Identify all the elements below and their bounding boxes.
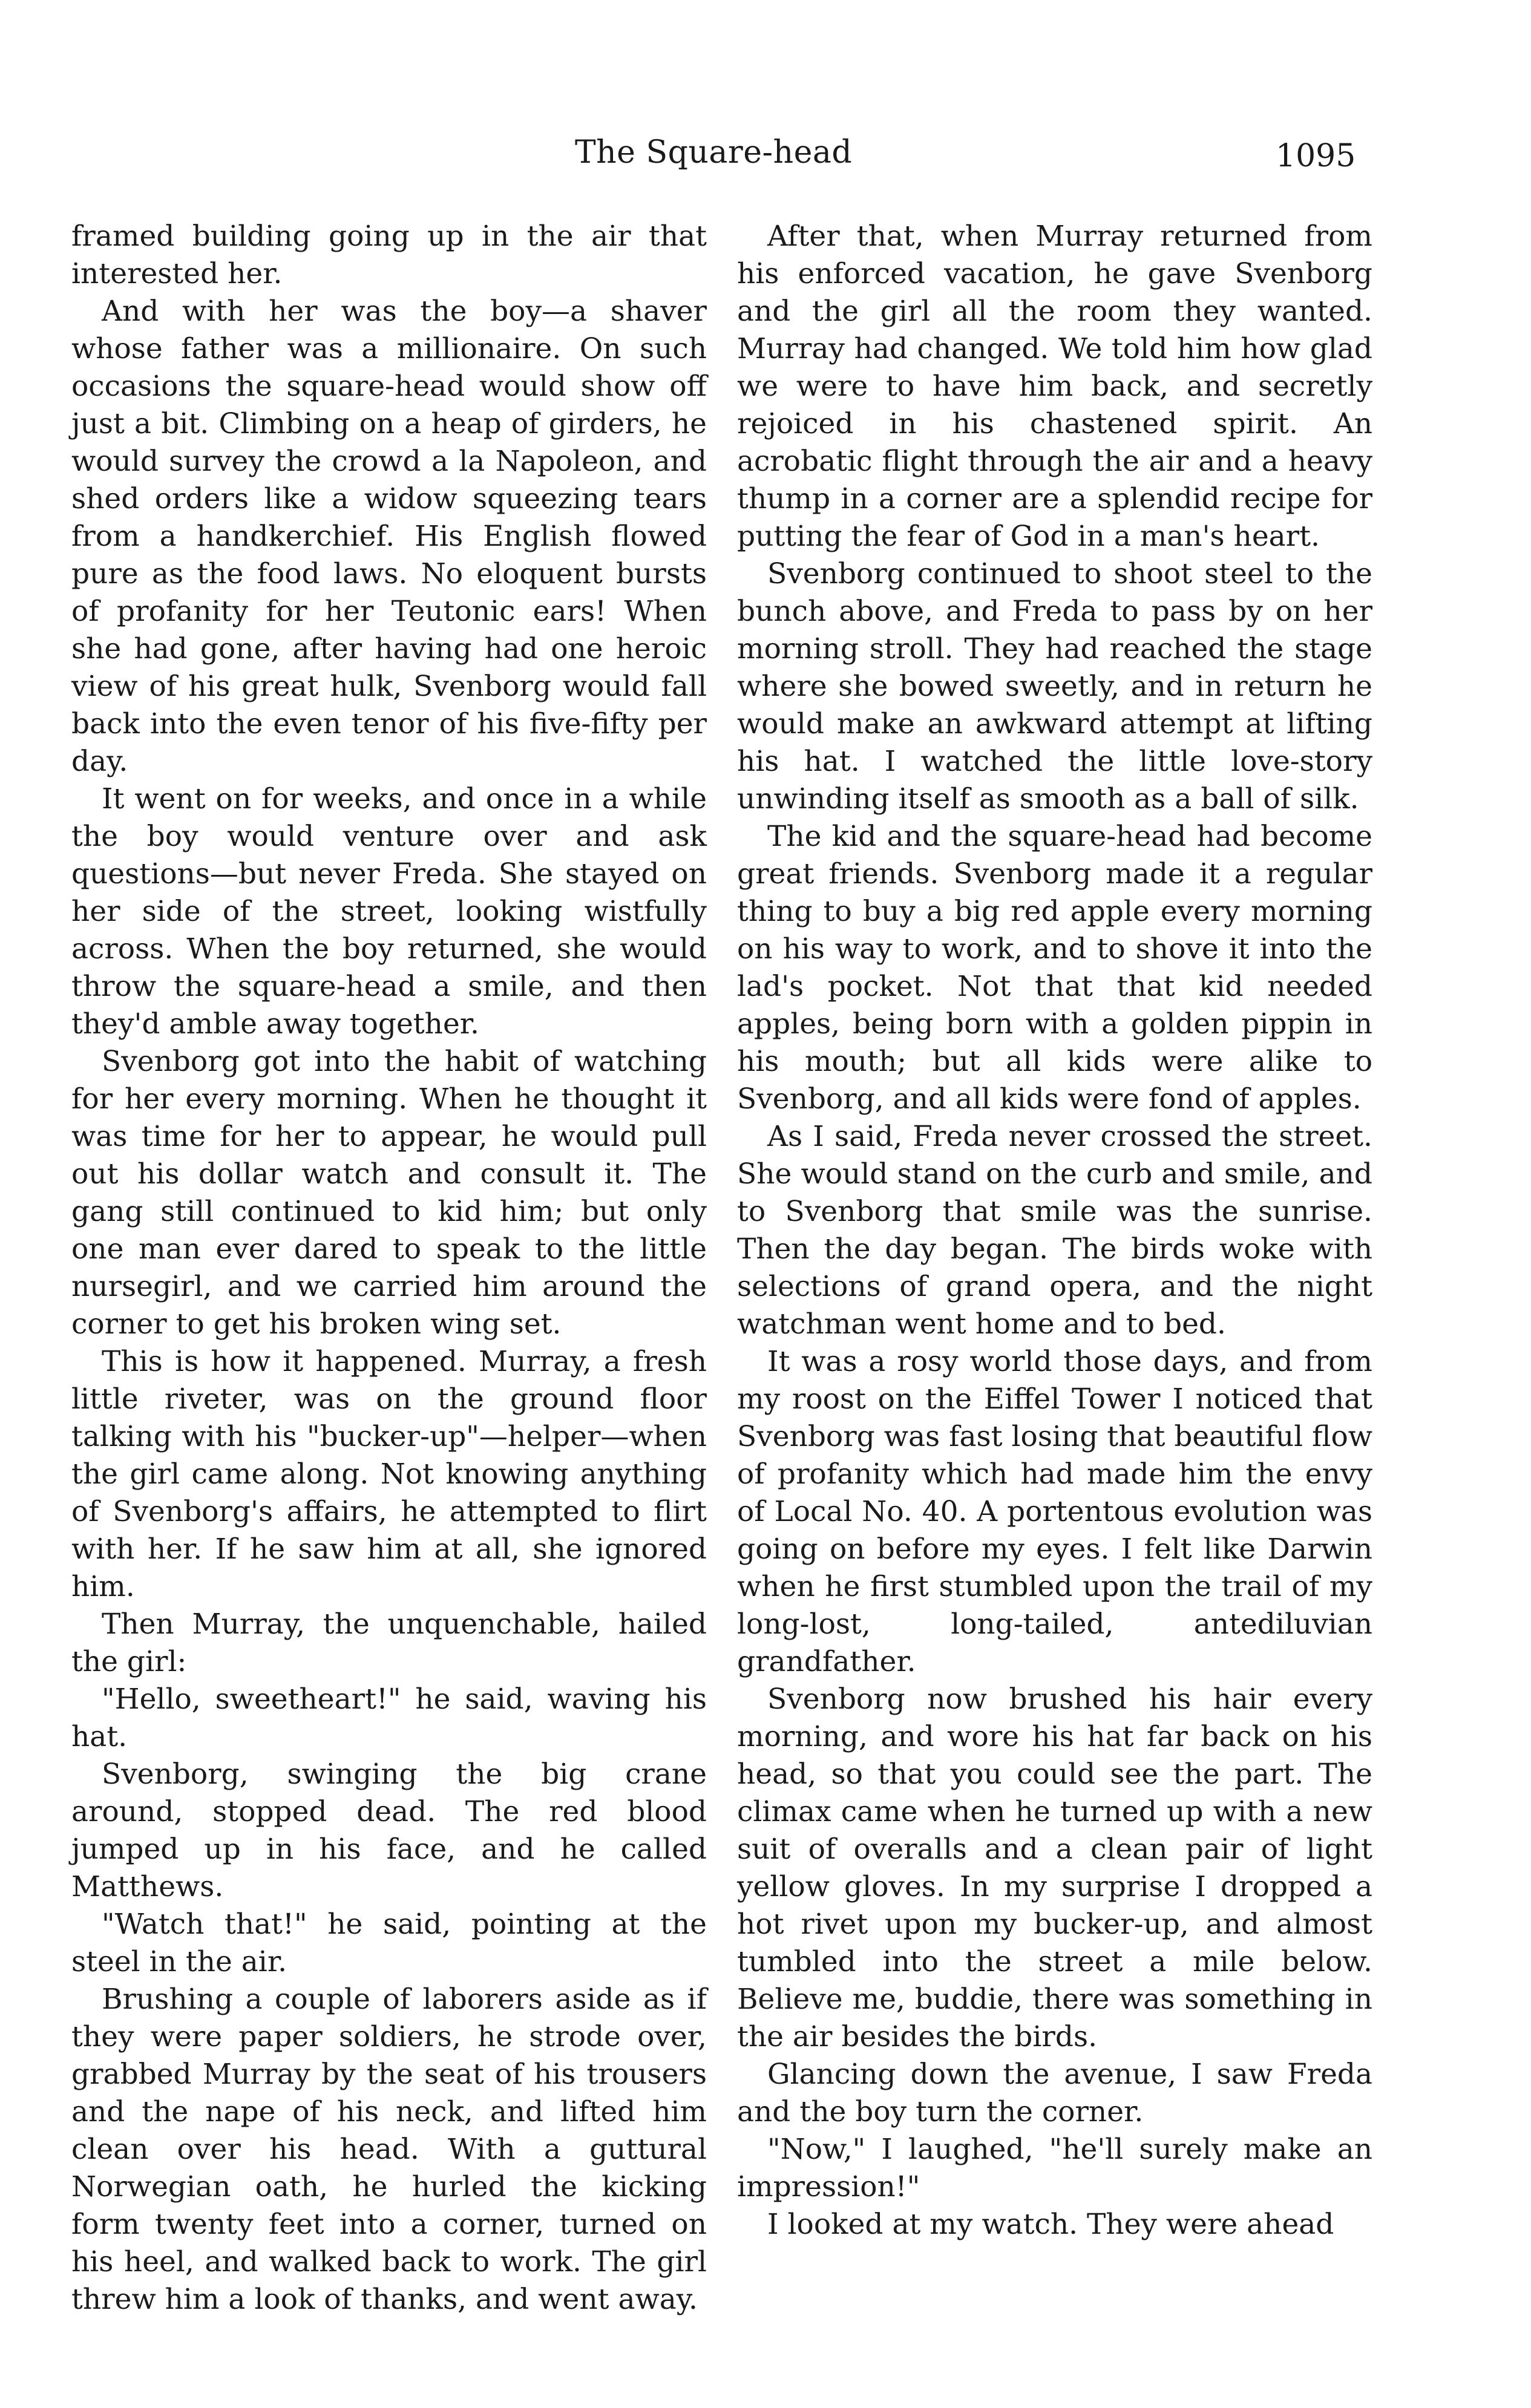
running-title: The Square-head — [575, 134, 853, 171]
right-column — [737, 218, 1372, 2243]
paragraph: "Watch that!" he said, pointing at the steel in the air. — [71, 1908, 707, 1978]
paragraph: "Hello, sweetheart!" he said, waving his hat. — [71, 1683, 707, 1753]
paragraph: Then Murray, the unquenchable, hailed the girl: — [71, 1608, 707, 1678]
page-header — [0, 134, 1531, 183]
paragraph: Glancing down the avenue, I saw Freda and the boy turn the corner. — [737, 2058, 1372, 2128]
paragraph: As I said, Freda never crossed the street. She would stand on the curb and smile, and to Svenborg that smile was the sunrise. Then the day began. The birds woke with selections of grand opera, and the night watchman went home and to bed. — [737, 1120, 1372, 1341]
paragraph: And with her was the boy—a shaver whose father was a millionaire. On such occasions the square-head would show off just a bit. Climbing on a heap of girders, he would survey the crowd a la Napoleon, and shed orders like a widow squeezing tears from a handkerchief. His English flowed pure as the food laws. No eloquent bursts of profanity for her Teutonic ears! When she had gone, after having had one heroic view of his great hulk, Svenborg would fall back into the even tenor of his five-fifty per day. — [71, 295, 707, 778]
paragraph: Svenborg got into the habit of watching for her every morning. When he thought it was time for her to appear, he would pull out his dollar watch and consult it. The gang still continued to kid him; but only one man ever dared to speak to the little nursegirl, and we carried him around the corner to get his broken wing set. — [71, 1045, 707, 1341]
paragraph: It went on for weeks, and once in a while the boy would venture over and ask questions—but never Freda. She stayed on her side of the street, looking wistfully across. When the boy returned, she would throw the square-head a smile, and then they'd amble away together. — [71, 782, 707, 1041]
paragraph: I looked at my watch. They were ahead — [767, 2208, 1334, 2241]
paragraph: This is how it happened. Murray, a fresh little riveter, was on the ground floor talking with his "bucker-up"—helper—when the girl came along. Not knowing anything of Svenborg's affairs, he attempted to flirt with her. If he saw him at all, she ignored him. — [71, 1345, 707, 1603]
left-column — [71, 218, 707, 2318]
page-number: 1095 — [1276, 138, 1356, 174]
paragraph: It was a rosy world those days, and from my roost on the Eiffel Tower I noticed that Svenborg was fast losing that beautiful flow of profanity which had made him the envy of Local No. 40. A portentous evolution was going on before my eyes. I felt like Darwin when he first stumbled upon the trail of my long-lost, long-tailed, antediluvian grandfather. — [737, 1345, 1372, 1678]
paragraph: Svenborg now brushed his hair every morning, and wore his hat far back on his head, so that you could see the part. The climax came when he turned up with a new suit of overalls and a clean pair of light yellow gloves. In my surprise I dropped a hot rivet upon my bucker-up, and almost tumbled into the street a mile below. Believe me, buddie, there was something in the air besides the birds. — [737, 1683, 1372, 2053]
paragraph: "Now," I laughed, "he'll surely make an impression!" — [737, 2133, 1372, 2204]
paragraph: After that, when Murray returned from his enforced vacation, he gave Svenborg and the girl all the room they wanted. Murray had changed. We told him how glad we were to have him back, and secretly rejoiced in his chastened spirit. An acrobatic flight through the air and a heavy thump in a corner are a splendid recipe for putting the fear of God in a man's heart. — [737, 220, 1372, 553]
paragraph: Svenborg continued to shoot steel to the bunch above, and Freda to pass by on her morning stroll. They had reached the stage where she bowed sweetly, and in return he would make an awkward attempt at lifting his hat. I watched the little love-story unwinding itself as smooth as a ball of silk. — [737, 557, 1372, 816]
paragraph: Brushing a couple of laborers aside as if they were paper soldiers, he strode over, grabbed Murray by the seat of his trousers and the nape of his neck, and lifted him clean over his head. With a guttural Norwegian oath, he hurled the kicking form twenty feet into a corner, turned on his heel, and walked back to work. The girl threw him a look of thanks, and went away. — [71, 1983, 707, 2316]
paragraph: The kid and the square-head had become great friends. Svenborg made it a regular thing to buy a big red apple every morning on his way to work, and to shove it into the lad's pocket. Not that that kid needed apples, being born with a golden pippin in his mouth; but all kids were alike to Svenborg, and all kids were fond of apples. — [737, 820, 1372, 1116]
paragraph: framed building going up in the air that interested her. — [71, 220, 707, 290]
paragraph: Svenborg, swinging the big crane around, stopped dead. The red blood jumped up in his face, and he called Matthews. — [71, 1758, 707, 1903]
